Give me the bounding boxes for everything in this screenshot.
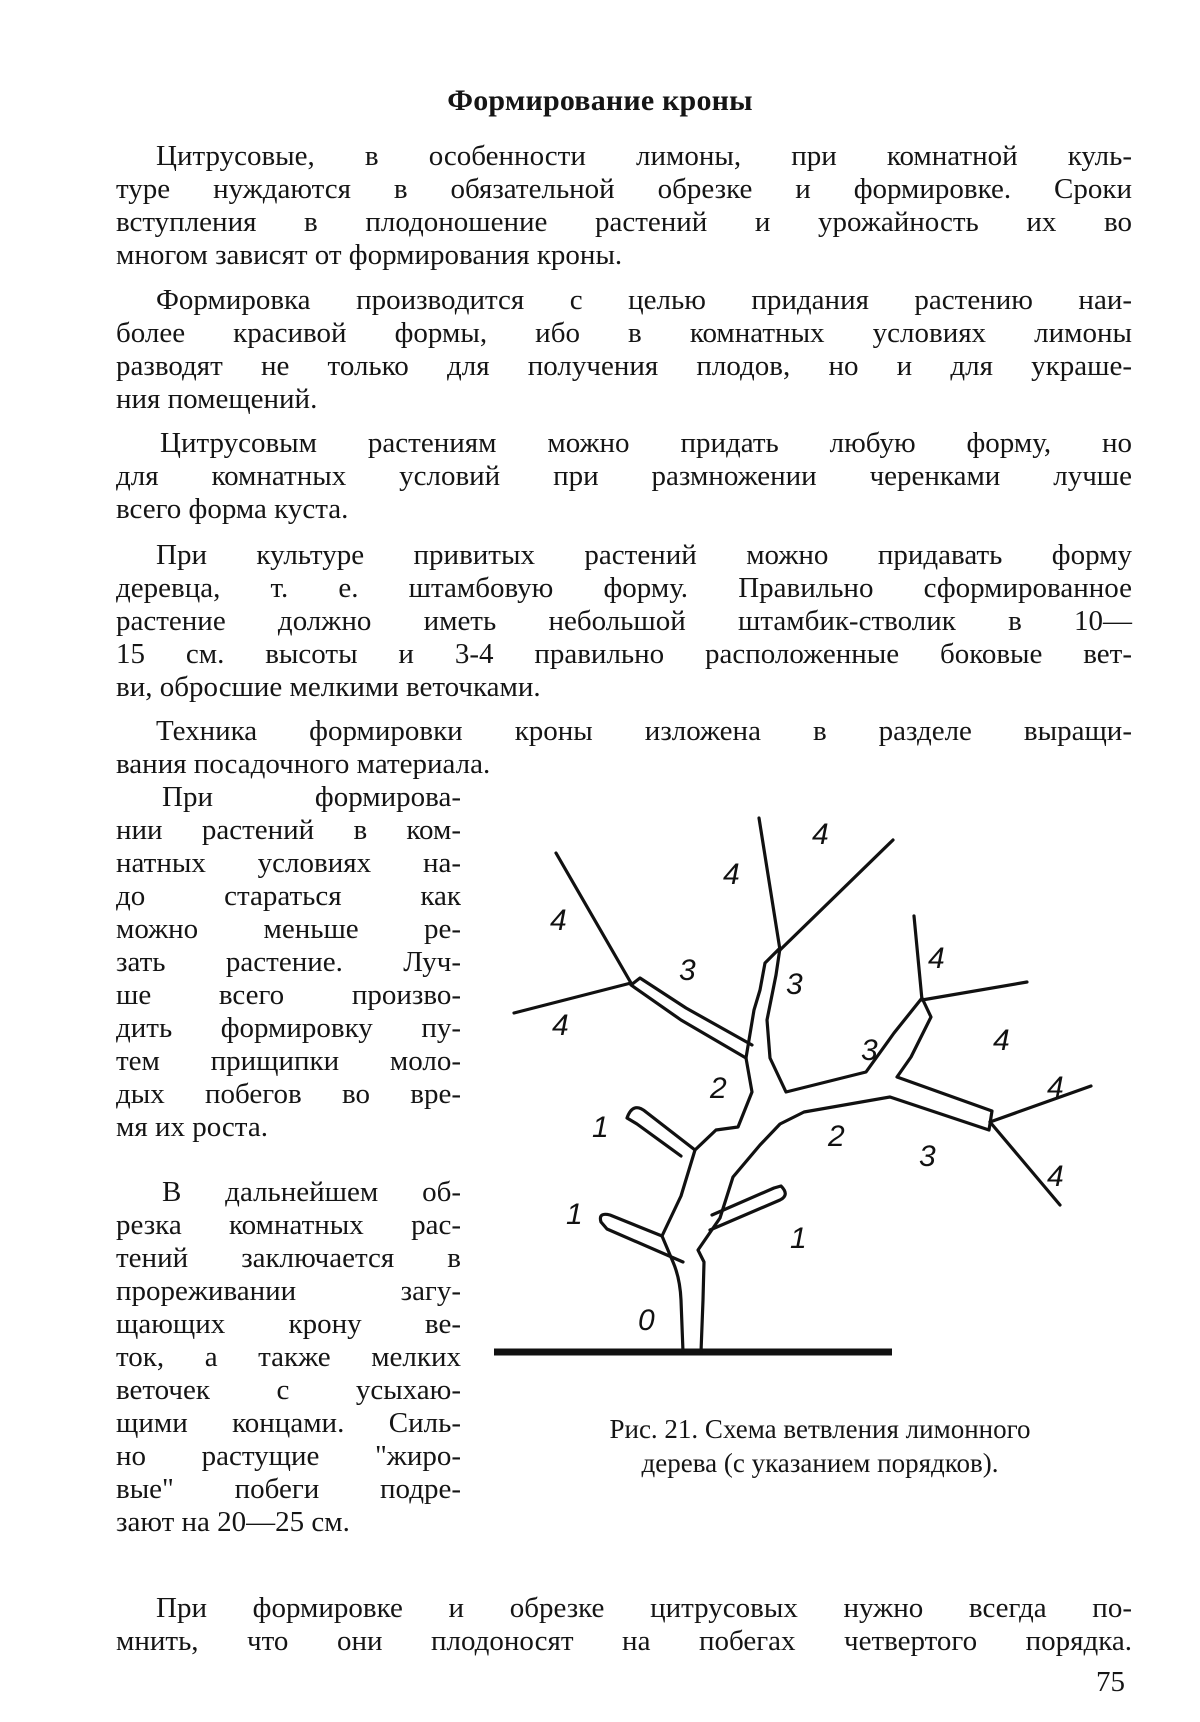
order-label: 3 — [679, 954, 696, 987]
order-label: 1 — [592, 1111, 609, 1144]
text-line: ния помещений. — [116, 383, 318, 415]
branch-4 — [922, 982, 1027, 1000]
column-paragraph-2 — [116, 1176, 461, 1539]
lemon-tree-branching-diagram — [480, 800, 1140, 1400]
text-line: тений заключается в — [116, 1242, 461, 1274]
text-line: ви, обросшие мелкими веточками. — [116, 671, 541, 703]
order-labels — [550, 818, 1064, 1337]
text-line: резка комнатных рас- — [116, 1209, 461, 1241]
text-line: ше всего произво- — [116, 979, 461, 1011]
text-line: для комнатных условий при размножении черенками лучше — [116, 460, 1132, 492]
text-line: многом зависят от формирования кроны. — [116, 239, 623, 271]
text-line: В дальнейшем об- — [162, 1176, 461, 1208]
order-label: 2 — [828, 1120, 845, 1153]
branch-3-left — [631, 978, 752, 1058]
text-line: При формирова- — [162, 781, 461, 813]
text-line: нии растений в ком- — [116, 814, 461, 846]
branch-4 — [780, 840, 893, 950]
page-number: 75 — [1096, 1666, 1125, 1698]
order-label: 4 — [993, 1024, 1010, 1057]
text-line: 15 см. высоты и 3-4 правильно расположенные боковые вет- — [116, 638, 1132, 670]
closing-paragraph — [116, 1592, 1132, 1658]
branch-1-right — [710, 1186, 785, 1230]
text-line: При культуре привитых растений можно придавать форму — [156, 539, 1132, 571]
text-line: Цитрусовым растениям можно придать любую форму, но — [160, 427, 1132, 459]
text-line: более красивой формы, ибо в комнатных условиях лимоны — [116, 317, 1132, 349]
text-line: мя их роста. — [116, 1111, 268, 1143]
figure-caption — [540, 1412, 1100, 1480]
text-line: но растущие "жиро- — [116, 1440, 461, 1472]
order-label: 4 — [1047, 1160, 1064, 1193]
order-label: 4 — [552, 1009, 569, 1042]
branch-1-upper-left — [627, 1108, 695, 1156]
branch-4 — [759, 818, 780, 950]
text-line: При формировке и обрезке цитрусовых нужно всегда по- — [156, 1592, 1132, 1624]
text-line: вступления в плодоношение растений и урожайность их во — [116, 206, 1132, 238]
text-line: всего форма куста. — [116, 493, 349, 525]
text-line: Формировка производится с целью придания растению наи- — [156, 284, 1132, 316]
text-line: веточек с усыхаю- — [116, 1374, 461, 1406]
order-label: 4 — [723, 858, 740, 891]
text-line: мнить, что они плодоносят на побегах четвертого порядка. — [116, 1625, 1132, 1657]
text-line: деревца, т. е. штамбовую форму. Правильно сформированное — [116, 572, 1132, 604]
text-line: ток, а также мелких — [116, 1341, 461, 1373]
text-line: натных условиях на- — [116, 847, 461, 879]
text-line: прореживании загу- — [116, 1275, 461, 1307]
order-label: 1 — [566, 1198, 583, 1231]
paragraph-3 — [116, 427, 1132, 526]
order-label: 1 — [790, 1222, 807, 1255]
branch-4 — [914, 916, 922, 1000]
text-line: Техника формировки кроны изложена в разделе выращи- — [156, 715, 1132, 747]
text-line: вания посадочного материала. — [116, 748, 491, 780]
branch-4 — [556, 853, 631, 983]
main-branch-outline — [662, 948, 992, 1352]
caption-line: Рис. 21. Схема ветвления лимонного — [609, 1414, 1031, 1444]
text-line: дить формировку пу- — [116, 1012, 461, 1044]
section-title: Формирование кроны — [447, 84, 753, 117]
text-line: дых побегов во вре- — [116, 1078, 461, 1110]
text-line: вые" побеги подре- — [116, 1473, 461, 1505]
text-line: щими концами. Силь- — [116, 1407, 461, 1439]
order-label: 4 — [550, 904, 567, 937]
text-line: щающих крону ве- — [116, 1308, 461, 1340]
order-label: 4 — [1047, 1071, 1064, 1104]
branch-4 — [514, 983, 631, 1013]
order-label: 3 — [919, 1140, 936, 1173]
text-line: растение должно иметь небольшой штамбик-стволик в 10— — [116, 605, 1132, 637]
text-line: до стараться как — [116, 880, 461, 912]
paragraph-4 — [116, 539, 1132, 704]
order-label: 3 — [861, 1034, 878, 1067]
text-line: Цитрусовые, в особенности лимоны, при комнатной куль- — [156, 140, 1132, 172]
caption-line: дерева (с указанием порядков). — [641, 1448, 999, 1478]
text-line: можно меньше ре- — [116, 913, 461, 945]
text-line: зать растение. Луч- — [116, 946, 461, 978]
order-label: 2 — [710, 1072, 727, 1105]
column-paragraph-1 — [116, 781, 461, 1144]
order-label: 4 — [928, 942, 945, 975]
paragraph-5 — [116, 715, 1132, 781]
text-line: тем прищипки моло- — [116, 1045, 461, 1077]
paragraph-2 — [116, 284, 1132, 416]
order-label: 0 — [638, 1304, 655, 1337]
order-label: 3 — [786, 968, 803, 1001]
paragraph-1 — [116, 140, 1132, 272]
order-label: 4 — [812, 818, 829, 851]
text-line: зают на 20—25 см. — [116, 1506, 350, 1538]
branch-4 — [990, 1086, 1091, 1122]
text-line: разводят не только для получения плодов, но и для украше- — [116, 350, 1132, 382]
text-line: туре нуждаются в обязательной обрезке и формировке. Сроки — [116, 173, 1132, 205]
